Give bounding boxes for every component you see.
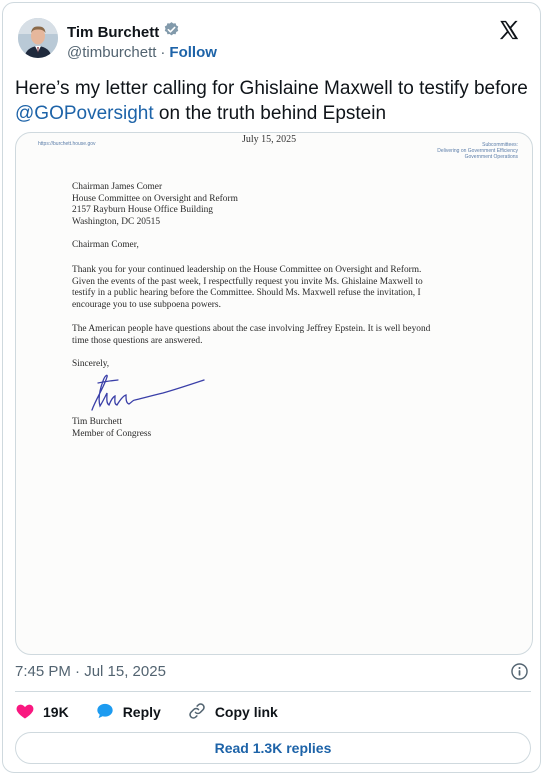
letter-signer-title: Member of Congress bbox=[72, 428, 152, 439]
verified-badge-icon bbox=[163, 21, 180, 43]
letter-address-line: House Committee on Oversight and Reform bbox=[72, 193, 238, 204]
author-name[interactable]: Tim Burchett bbox=[67, 23, 160, 41]
like-button[interactable] bbox=[15, 701, 69, 724]
letter-url: https://burchett.house.gov bbox=[38, 141, 96, 147]
letter-line: Given the events of the past week, I respectfully request you invite Ms. Ghislaine Maxwell to bbox=[72, 276, 423, 287]
author-name-row bbox=[67, 21, 180, 43]
tweet-text bbox=[15, 76, 530, 126]
author-handle[interactable]: @timburchett bbox=[67, 44, 157, 61]
letter-document bbox=[16, 133, 532, 654]
copy-link-button[interactable] bbox=[187, 701, 278, 724]
avatar[interactable] bbox=[18, 18, 58, 58]
mention-link[interactable]: @GOPoversight bbox=[15, 103, 154, 124]
tweet-card bbox=[2, 2, 541, 773]
reply-button[interactable] bbox=[95, 701, 161, 724]
x-logo-icon[interactable] bbox=[498, 19, 520, 41]
speech-bubble-icon bbox=[95, 701, 115, 724]
author-handle-row bbox=[67, 44, 217, 61]
letter-salutation: Chairman Comer, bbox=[72, 240, 139, 250]
letter-line: The American people have questions about the case involving Jeffrey Epstein. It is well beyond bbox=[72, 324, 431, 334]
letter-subcommittees bbox=[437, 142, 518, 160]
letter-signature-block bbox=[72, 417, 151, 440]
divider bbox=[15, 691, 531, 692]
letter-address bbox=[72, 182, 238, 228]
letter-subcommittees-line: Subcommittees: bbox=[482, 142, 518, 148]
info-icon[interactable] bbox=[510, 662, 529, 681]
letter-address-line: 2157 Rayburn House Office Building bbox=[72, 205, 213, 216]
letter-line: time those questions are answered. bbox=[72, 335, 203, 346]
letter-line: testify in a public hearing before the Committee. Should Ms. Maxwell refuse the invitation, I bbox=[72, 288, 421, 299]
like-count: 19K bbox=[43, 704, 69, 720]
letter-address-line: Chairman James Comer bbox=[72, 182, 163, 192]
tweet-text-part1: Here’s my letter calling for Ghislaine Maxwell to testify before bbox=[15, 78, 528, 99]
letter-paragraph-1 bbox=[72, 265, 423, 311]
letter-signer-name: Tim Burchett bbox=[72, 417, 122, 427]
letter-subcommittees-line: Delivering on Government Efficiency bbox=[437, 148, 518, 154]
tweet-text-part2: on the truth behind Epstein bbox=[153, 103, 387, 124]
letter-date: July 15, 2025 bbox=[242, 134, 297, 145]
letter-paragraph-2 bbox=[72, 324, 430, 347]
read-replies-button[interactable]: Read 1.3K replies bbox=[15, 732, 531, 764]
follow-button[interactable]: Follow bbox=[169, 44, 217, 61]
letter-image[interactable] bbox=[15, 132, 533, 655]
copy-link-label: Copy link bbox=[214, 704, 278, 720]
letter-line: Thank you for your continued leadership on the House Committee on Oversight and Reform. bbox=[72, 265, 422, 275]
tweet-timestamp[interactable]: 7:45 PM · Jul 15, 2025 bbox=[15, 663, 166, 680]
letter-line: encourage you to use subpoena powers. bbox=[72, 299, 221, 310]
letter-subcommittees-line: Government Operations bbox=[464, 154, 518, 160]
heart-icon bbox=[15, 701, 35, 724]
letter-address-line: Washington, DC 20515 bbox=[72, 216, 161, 227]
link-icon bbox=[187, 701, 207, 724]
signature-image bbox=[74, 369, 214, 415]
letter-closing: Sincerely, bbox=[72, 359, 110, 369]
separator-dot: · bbox=[160, 44, 166, 61]
reply-label: Reply bbox=[122, 704, 161, 720]
action-bar bbox=[15, 700, 304, 724]
